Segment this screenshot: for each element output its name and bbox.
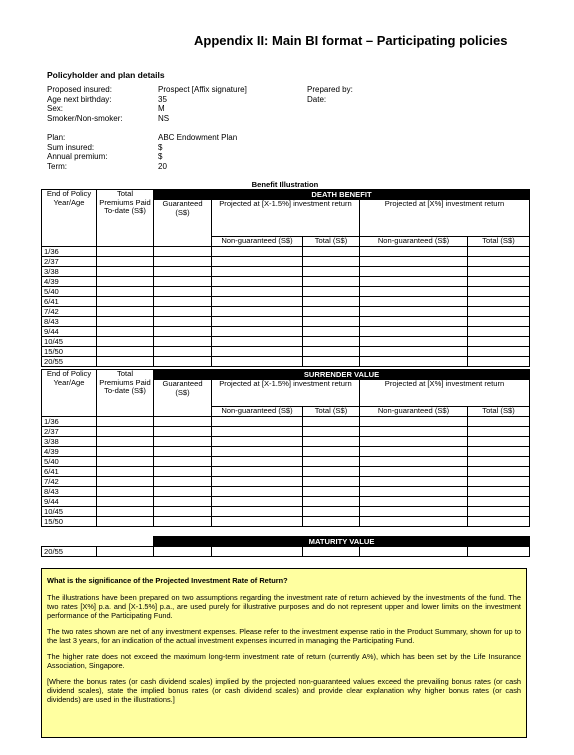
- empty-value-cell: [154, 257, 212, 267]
- policy-year-cell: 8/43: [42, 317, 97, 327]
- policy-year-cell: 10/45: [42, 337, 97, 347]
- note-paragraph: The illustrations have been prepared on two assumptions regarding the investment rate of return achieved by the investments of the fund. The two rates [X%] p.a. and [X-1.5%] p.a., are used purely for illustrative purposes and do not represent upper and lower limits on the investment performance of the Participating Fund.: [47, 593, 521, 620]
- empty-value-cell: [468, 507, 530, 517]
- empty-value-cell: [468, 257, 530, 267]
- empty-value-cell: [303, 447, 360, 457]
- empty-value-cell: [468, 437, 530, 447]
- plan-label: Plan:: [47, 133, 66, 142]
- empty-value-cell: [97, 417, 154, 427]
- empty-value-cell: [360, 307, 468, 317]
- empty-value-cell: [468, 477, 530, 487]
- page-title: Appendix II: Main BI format – Participating policies: [194, 33, 508, 48]
- empty-value-cell: [468, 267, 530, 277]
- empty-value-cell: [97, 467, 154, 477]
- empty-value-cell: [154, 307, 212, 317]
- empty-value-cell: [468, 317, 530, 327]
- empty-value-cell: [154, 247, 212, 257]
- detail-label: Proposed insured:: [47, 85, 112, 94]
- empty-value-cell: [360, 437, 468, 447]
- policy-year-cell: 6/41: [42, 297, 97, 307]
- empty-value-cell: [212, 517, 303, 527]
- empty-value-cell: [360, 347, 468, 357]
- policy-year-cell: 8/43: [42, 487, 97, 497]
- empty-value-cell: [154, 267, 212, 277]
- empty-value-cell: [303, 467, 360, 477]
- empty-value-cell: [468, 427, 530, 437]
- empty-value-cell: [154, 447, 212, 457]
- empty-value-cell: [154, 467, 212, 477]
- empty-value-cell: [97, 277, 154, 287]
- detail-label: Age next birthday:: [47, 94, 112, 104]
- empty-value-cell: [212, 437, 303, 447]
- policy-year-cell: 15/50: [42, 347, 97, 357]
- empty-value-cell: [303, 487, 360, 497]
- empty-value-cell: [303, 317, 360, 327]
- empty-value-cell: [154, 517, 212, 527]
- empty-value-cell: [303, 357, 360, 367]
- empty-value-cell: [154, 287, 212, 297]
- table-row: [42, 317, 530, 327]
- detail-label: Sex:: [47, 104, 64, 114]
- prepared-by-label: Prepared by:: [307, 85, 353, 94]
- empty-value-cell: [468, 247, 530, 257]
- empty-value-cell: [212, 447, 303, 457]
- table-row: [42, 297, 530, 307]
- table-row: [42, 457, 530, 467]
- maturity-value-header: MATURITY VALUE: [154, 537, 530, 547]
- death-benefit-table: [41, 189, 530, 367]
- empty-value-cell: [212, 427, 303, 437]
- empty-value-cell: [468, 277, 530, 287]
- empty-value-cell: [360, 497, 468, 507]
- detail-label: Smoker/Non-smoker:: [47, 113, 123, 123]
- table-row: [42, 247, 530, 257]
- policy-year-cell: 4/39: [42, 277, 97, 287]
- empty-value-cell: [303, 347, 360, 357]
- empty-value-cell: [360, 467, 468, 477]
- total-header: Total (S$): [468, 407, 530, 417]
- empty-value-cell: [360, 327, 468, 337]
- empty-value-cell: [97, 257, 154, 267]
- empty-value-cell: [97, 427, 154, 437]
- empty-value-cell: [154, 477, 212, 487]
- policy-year-cell: 20/55: [42, 357, 97, 367]
- prepared-block: [307, 85, 353, 104]
- empty-value-cell: [97, 267, 154, 277]
- note-paragraph: The higher rate does not exceed the maximum long-term investment rate of return (currently A%), which has been set by the Life Insurance Association, Singapore.: [47, 652, 521, 670]
- detail-value: NS: [158, 113, 170, 123]
- policy-year-cell: 9/44: [42, 327, 97, 337]
- projected-high-header: Projected at [X%] investment return: [360, 200, 530, 237]
- empty-value-cell: [303, 297, 360, 307]
- empty-value-cell: [360, 267, 468, 277]
- col-end-policy: End of Policy Year/Age: [42, 370, 97, 417]
- empty-value-cell: [154, 487, 212, 497]
- table-row: [42, 547, 530, 557]
- policy-year-cell: 4/39: [42, 447, 97, 457]
- non-guaranteed-header: Non-guaranteed (S$): [360, 237, 468, 247]
- plan-labels: [47, 133, 107, 171]
- note-paragraph: The two rates shown are net of any investment expenses. Please refer to the investment expense ratio in the Product Summary, shown for up to the last 3 years, for an indication of the actual investment expenses incurred in managing the Participating Fund.: [47, 627, 521, 645]
- empty-value-cell: [154, 297, 212, 307]
- empty-value-cell: [468, 297, 530, 307]
- empty-value-cell: [212, 257, 303, 267]
- table-row: [42, 497, 530, 507]
- empty-value-cell: [154, 337, 212, 347]
- empty-value-cell: [468, 417, 530, 427]
- plan-value: $: [158, 142, 163, 152]
- empty-value-cell: [303, 337, 360, 347]
- empty-value-cell: [212, 277, 303, 287]
- table-row: [42, 327, 530, 337]
- empty-value-cell: [468, 457, 530, 467]
- note-paragraph: [Where the bonus rates (or cash dividend scales) implied by the projected non-guaranteed values exceed the prevailing bonus rates (or cash dividend scales), state the implied bonus rates (or cash dividend scales) and provide clear explanation why higher bonus rates (or cash dividends) are used in the illustrations.]: [47, 677, 521, 704]
- empty-value-cell: [303, 247, 360, 257]
- empty-value-cell: [303, 547, 360, 557]
- empty-value-cell: [212, 417, 303, 427]
- table-row: [42, 417, 530, 427]
- table-row: [42, 487, 530, 497]
- empty-value-cell: [212, 547, 303, 557]
- table-row: [42, 447, 530, 457]
- table-row: [42, 517, 530, 527]
- empty-value-cell: [360, 487, 468, 497]
- table-row: [42, 267, 530, 277]
- empty-value-cell: [154, 327, 212, 337]
- empty-value-cell: [97, 497, 154, 507]
- table-row: [42, 307, 530, 317]
- empty-value-cell: [468, 357, 530, 367]
- empty-value-cell: [212, 247, 303, 257]
- empty-value-cell: [154, 317, 212, 327]
- empty-value-cell: [212, 467, 303, 477]
- empty-value-cell: [468, 467, 530, 477]
- detail-value: 35: [158, 94, 167, 104]
- policy-year-cell: 5/40: [42, 457, 97, 467]
- empty-value-cell: [360, 317, 468, 327]
- plan-label: Annual premium:: [47, 152, 108, 162]
- empty-value-cell: [212, 507, 303, 517]
- table-row: [42, 287, 530, 297]
- table-row: [42, 357, 530, 367]
- empty-value-cell: [97, 317, 154, 327]
- policy-year-cell: 20/55: [42, 547, 97, 557]
- plan-value: $: [158, 152, 163, 162]
- detail-value: Prospect [Affix signature]: [158, 85, 247, 94]
- empty-value-cell: [360, 417, 468, 427]
- empty-value-cell: [303, 307, 360, 317]
- empty-value-cell: [303, 267, 360, 277]
- table-row: [42, 477, 530, 487]
- empty-value-cell: [360, 547, 468, 557]
- empty-value-cell: [303, 327, 360, 337]
- policy-year-cell: 3/38: [42, 267, 97, 277]
- policy-year-cell: 5/40: [42, 287, 97, 297]
- empty-value-cell: [97, 487, 154, 497]
- col-guaranteed: Guaranteed (S$): [154, 380, 212, 417]
- plan-value: 20: [158, 161, 167, 171]
- empty-value-cell: [97, 477, 154, 487]
- empty-value-cell: [303, 427, 360, 437]
- non-guaranteed-header: Non-guaranteed (S$): [212, 237, 303, 247]
- empty-value-cell: [303, 477, 360, 487]
- empty-value-cell: [97, 247, 154, 257]
- empty-value-cell: [212, 337, 303, 347]
- empty-value-cell: [360, 507, 468, 517]
- empty-value-cell: [468, 447, 530, 457]
- empty-value-cell: [212, 347, 303, 357]
- empty-value-cell: [303, 277, 360, 287]
- empty-value-cell: [97, 547, 154, 557]
- empty-value-cell: [360, 357, 468, 367]
- note-heading: What is the significance of the Projected Investment Rate of Return?: [47, 576, 288, 585]
- empty-value-cell: [97, 347, 154, 357]
- empty-value-cell: [360, 477, 468, 487]
- insured-labels: [47, 85, 123, 123]
- empty-value-cell: [154, 457, 212, 467]
- empty-value-cell: [360, 247, 468, 257]
- empty-value-cell: [468, 347, 530, 357]
- plan-value: ABC Endowment Plan: [158, 133, 238, 142]
- policy-year-cell: 1/36: [42, 247, 97, 257]
- empty-value-cell: [303, 497, 360, 507]
- empty-value-cell: [468, 287, 530, 297]
- empty-value-cell: [360, 457, 468, 467]
- non-guaranteed-header: Non-guaranteed (S$): [360, 407, 468, 417]
- empty-value-cell: [212, 487, 303, 497]
- empty-value-cell: [97, 337, 154, 347]
- empty-value-cell: [360, 297, 468, 307]
- section-title: Policyholder and plan details: [47, 70, 165, 80]
- empty-value-cell: [97, 297, 154, 307]
- projected-high-header: Projected at [X%] investment return: [360, 380, 530, 407]
- empty-value-cell: [303, 507, 360, 517]
- empty-value-cell: [212, 317, 303, 327]
- empty-value-cell: [154, 547, 212, 557]
- empty-value-cell: [97, 287, 154, 297]
- empty-value-cell: [154, 357, 212, 367]
- empty-value-cell: [212, 287, 303, 297]
- surrender-value-header: SURRENDER VALUE: [154, 370, 530, 380]
- projected-low-header: Projected at [X-1.5%] investment return: [212, 200, 360, 237]
- empty-value-cell: [212, 267, 303, 277]
- empty-value-cell: [303, 257, 360, 267]
- empty-value-cell: [303, 517, 360, 527]
- total-header: Total (S$): [303, 237, 360, 247]
- empty-value-cell: [360, 427, 468, 437]
- plan-label: Term:: [47, 161, 67, 171]
- empty-value-cell: [154, 417, 212, 427]
- col-guaranteed: Guaranteed (S$): [154, 200, 212, 247]
- total-header: Total (S$): [303, 407, 360, 417]
- empty-value-cell: [97, 447, 154, 457]
- plan-label: Sum insured:: [47, 142, 95, 152]
- policy-year-cell: 15/50: [42, 517, 97, 527]
- table-row: [42, 427, 530, 437]
- policy-year-cell: 10/45: [42, 507, 97, 517]
- table-row: [42, 467, 530, 477]
- col-total-premiums: Total Premiums Paid To-date (S$): [97, 370, 154, 417]
- empty-value-cell: [212, 297, 303, 307]
- empty-value-cell: [154, 347, 212, 357]
- empty-value-cell: [212, 327, 303, 337]
- empty-value-cell: [360, 287, 468, 297]
- col-end-policy: End of Policy Year/Age: [42, 190, 97, 247]
- empty-value-cell: [360, 257, 468, 267]
- policy-year-cell: 2/37: [42, 427, 97, 437]
- empty-value-cell: [468, 547, 530, 557]
- empty-value-cell: [212, 497, 303, 507]
- table-row: [42, 437, 530, 447]
- benefit-illustration-caption: Benefit Illustration: [251, 180, 319, 189]
- empty-value-cell: [154, 507, 212, 517]
- detail-value: M: [158, 104, 165, 114]
- empty-value-cell: [468, 487, 530, 497]
- investment-return-note: [41, 568, 527, 738]
- empty-value-cell: [468, 307, 530, 317]
- policy-year-cell: 7/42: [42, 477, 97, 487]
- empty-value-cell: [360, 447, 468, 457]
- empty-value-cell: [154, 437, 212, 447]
- empty-value-cell: [97, 327, 154, 337]
- projected-low-header: Projected at [X-1.5%] investment return: [212, 380, 360, 407]
- empty-value-cell: [154, 277, 212, 287]
- empty-value-cell: [212, 307, 303, 317]
- policy-year-cell: 7/42: [42, 307, 97, 317]
- empty-value-cell: [303, 287, 360, 297]
- empty-value-cell: [97, 307, 154, 317]
- empty-value-cell: [97, 437, 154, 447]
- policy-year-cell: 6/41: [42, 467, 97, 477]
- empty-value-cell: [154, 427, 212, 437]
- total-header: Total (S$): [468, 237, 530, 247]
- plan-values: [158, 133, 237, 171]
- policy-year-cell: 2/37: [42, 257, 97, 267]
- empty-value-cell: [468, 337, 530, 347]
- empty-value-cell: [303, 417, 360, 427]
- policy-year-cell: 1/36: [42, 417, 97, 427]
- empty-value-cell: [468, 327, 530, 337]
- empty-value-cell: [360, 277, 468, 287]
- empty-value-cell: [468, 517, 530, 527]
- non-guaranteed-header: Non-guaranteed (S$): [212, 407, 303, 417]
- table-row: [42, 337, 530, 347]
- empty-value-cell: [97, 457, 154, 467]
- table-row: [42, 277, 530, 287]
- empty-value-cell: [97, 517, 154, 527]
- empty-value-cell: [97, 507, 154, 517]
- empty-value-cell: [303, 437, 360, 447]
- table-row: [42, 347, 530, 357]
- empty-value-cell: [360, 517, 468, 527]
- empty-value-cell: [212, 477, 303, 487]
- col-total-premiums: Total Premiums Paid To-date (S$): [97, 190, 154, 247]
- policy-year-cell: 9/44: [42, 497, 97, 507]
- insured-values: [158, 85, 247, 123]
- table-row: [42, 507, 530, 517]
- empty-value-cell: [468, 497, 530, 507]
- empty-value-cell: [154, 497, 212, 507]
- table-row: [42, 257, 530, 267]
- empty-value-cell: [360, 337, 468, 347]
- policy-year-cell: 3/38: [42, 437, 97, 447]
- empty-value-cell: [303, 457, 360, 467]
- empty-value-cell: [97, 357, 154, 367]
- surrender-value-table: [41, 369, 530, 557]
- death-benefit-header: DEATH BENEFIT: [154, 190, 530, 200]
- empty-value-cell: [212, 357, 303, 367]
- date-label: Date:: [307, 94, 327, 104]
- empty-value-cell: [212, 457, 303, 467]
